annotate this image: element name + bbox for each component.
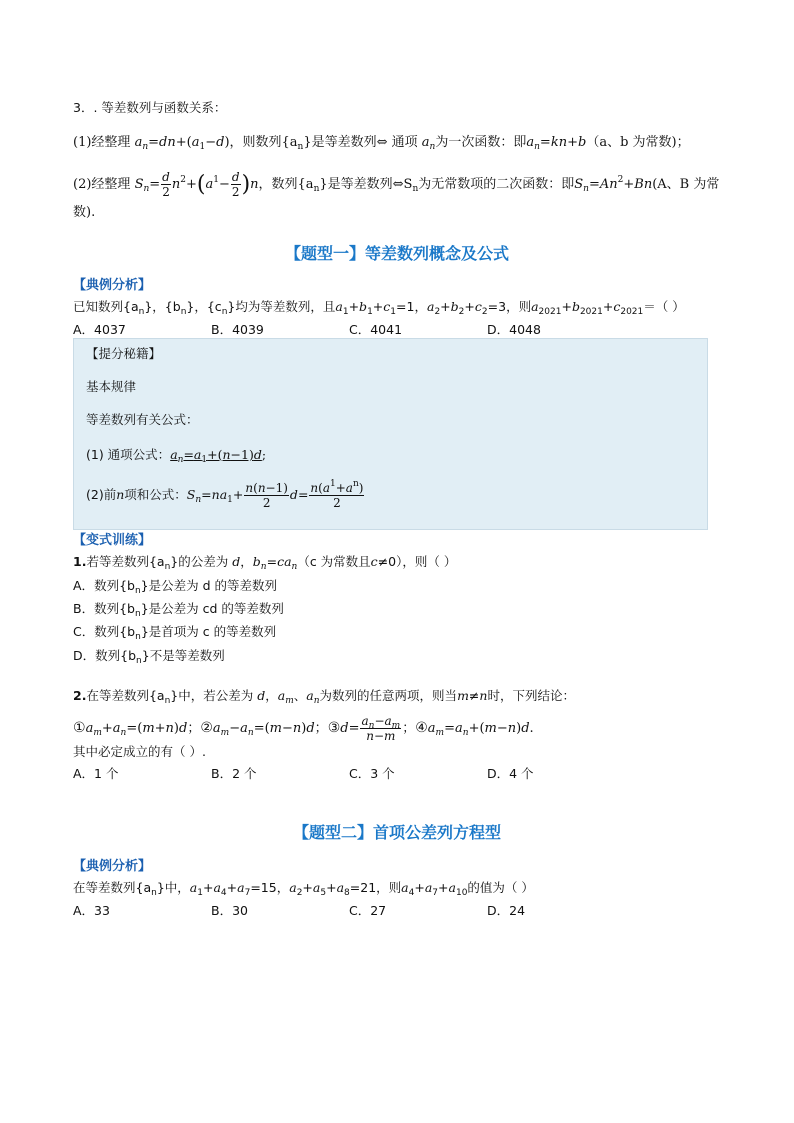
q2-option-d: D．4 个 [487, 766, 534, 781]
tips-line1: 基本规律 [86, 379, 137, 394]
q1-option-b: B．数列$\{b_n\}$是公差为 cd 的等差数列 [73, 601, 284, 619]
type1-option-c: C．4041 [349, 322, 403, 337]
tips-box [73, 338, 708, 530]
q1-option-c: C．数列$\{b_n\}$是首项为 c 的等差数列 [73, 624, 277, 642]
section3-heading: 3．. 等差数列与函数关系： [73, 100, 227, 115]
type2-option-a: A．33 [73, 903, 110, 918]
type1-example-tag: 【典例分析】 [73, 278, 152, 293]
tips-line4: (2)前n项和公式：$S_n=na_1+$ $\frac{n(n-1)}{2}$ d= $\frac{n(a^1+a^n)}{2}$ [86, 479, 364, 510]
type2-example-tag: 【典例分析】 [73, 859, 152, 874]
q1-option-d: D．数列$\{b_n\}$不是等差数列 [73, 648, 225, 666]
type1-option-d: D．4048 [487, 322, 541, 337]
section3-line1: (1)经整理 $a_n=dn+(a_1-d)$，则数列$\{a_n\}$是等差数列⇔ 通项 $a_n$为一次函数：即$a_n=kn+b(a$、b 为常数)； [73, 135, 690, 152]
type2-option-d: D．24 [487, 903, 526, 918]
variant-tag: 【变式训练】 [73, 533, 152, 548]
section3-line2: (2)经整理 $S_n=$ $\frac{d}{2}$ $n^2+(a^1-$ $\frac{d}{2}$ )n，数列$\{a_n\}$是等差数列$\Leftrightarrow S_n$为无常数项的二次函数：即$S_n=An^2+Bn(A$、B 为常 [73, 170, 720, 199]
type2-option-b: B．30 [211, 903, 248, 918]
type2-title: 【题型二】首项公差列方程型 [292, 823, 501, 842]
type2-question: 在等差数列$\{a_n\}$中，$a_1+a_4+a_7=15$，$a_2+a_5+a_8=21$，则$a_4+a_7+a_{10}$的值为（ ） [73, 880, 534, 898]
q2-statements: $①a_m+a_n=(m+n)d$；$②a_m-a_n=(m-n)d$；③d= $\frac{a_n-a_m}{n-m}$ ；$④a_m=a_n+(m-n)d$. [73, 714, 534, 743]
q2-option-a: A．1 个 [73, 766, 119, 781]
q2-option-b: B．2 个 [211, 766, 257, 781]
q2-tail: 其中必定成立的有（ ）. [73, 744, 206, 759]
type1-title: 【题型一】等差数列概念及公式 [284, 244, 509, 263]
tips-line2: 等差数列有关公式： [86, 412, 199, 427]
tips-line3: (1) 通项公式：$a_n=a_1+(n-1)d$; [86, 447, 267, 465]
q1-stem: 1.若等差数列$\{a_n\}$的公差为 d，$b_n=ca_n(c$ 为常数且c≠0），则（ ） [73, 554, 457, 572]
type1-question: 已知数列$\{a_n\}$，$\{b_n\}$，$\{c_n\}$均为等差数列，且$a_1+b_1+c_1=1$，$a_2+b_2+c_2=3$，则$a_{2021}+b_{2021}+c_{2021}=$（ ） [73, 299, 685, 317]
section3-line3: 数). [73, 205, 96, 220]
q2-option-c: C．3 个 [349, 766, 395, 781]
type1-option-a: A．4037 [73, 322, 126, 337]
type2-option-c: C．27 [349, 903, 387, 918]
q1-option-a: A．数列$\{b_n\}$是公差为 d 的等差数列 [73, 578, 278, 596]
type1-option-b: B．4039 [211, 322, 264, 337]
tips-tag: 【提分秘籍】 [86, 346, 162, 361]
q2-stem: 2.在等差数列$\{a_n\}$中，若公差为 d，$a_m$、$a_n$为数列的任意两项，则当m≠n时，下列结论： [73, 688, 575, 706]
